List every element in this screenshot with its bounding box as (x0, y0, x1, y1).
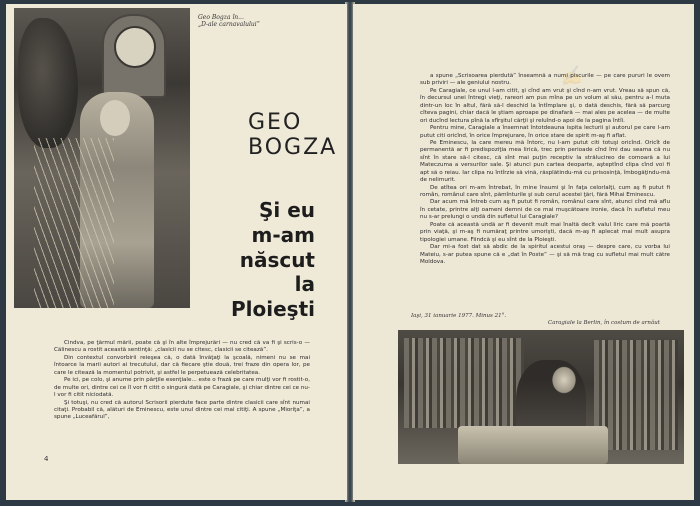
article-title (205, 198, 315, 322)
page-number: 4 (44, 455, 49, 463)
portrait-caption-line1: Geo Bogza în... (198, 14, 244, 21)
right-body-text (420, 73, 670, 266)
title-line3: născut (239, 247, 315, 272)
photo-reeds (34, 138, 114, 308)
photo-bookshelf-left (404, 338, 524, 428)
title-line2: m-am (251, 222, 315, 247)
author-name (248, 110, 343, 161)
left-body-text (54, 340, 310, 422)
portrait-caption-line2: „D-ale carnavalului” (198, 21, 260, 29)
right-paragraph: Dar mi-a fost dat să abdic de la spiritul acestui oraş — despre care, cu vorba lui Mateiu, s-ar putea spune că e „dat în Poste” — şi să mă trag cu sufletul mai mult către Moldova. (420, 244, 670, 265)
right-paragraph: Dar acum mă întreb cum aş fi putut fi român, românul care sînt, atunci cînd mă aflu în cetate, printre alţi oameni demni de ce mai muşcătoare ironie, dacă în sufletul meu nu s-ar prelungi o undă din sufletul lui Caragiale? (420, 199, 670, 221)
author-portrait-photo (14, 8, 190, 308)
right-paragraph: De atîtea ori m-am întrebat, în mine însumi şi în faţa celorlalţi, cum aş fi putut fi român, românul care sînt, pămînturile şi sub cerul acestei ţări, fără Mihai Eminescu. (420, 184, 670, 198)
right-paragraph: Pe Caragiale, ce unul l-am citit, şi cînd am vrut şi cînd n-am vrut. Vreau să spun că, în decursul unei întregi vieţi, rareori am pus mîna pe un volum al său, pentru a-l muta dintr-un loc în altul, fără să-l deschid la întîmplare şi, o dată deschis, fără să parcurg cîteva pagini, chiar dacă le ştiam aproape pe dinafară — mai ales pe acelea — de multe ori ducînd lectura pînă la sfîrşitul cărţii şi reluînd-o apoi de la pagina întîi. (420, 87, 670, 124)
left-paragraph: Şi totuşi, nu cred că autorul Scrisorii pierdute face parte dintre clasicii care sînt numai citaţi. Probabil că, alături de Eminescu, este unul dintre cei mai citiţi. A spune „Mioriţa”, a spune „Luceafărul”, (54, 399, 310, 421)
caragiale-photo-caption: Caragiale la Berlin, în costum de arnăut (548, 320, 660, 326)
author-line1: GEO (248, 110, 303, 135)
title-line4: la Ploieşti (231, 272, 315, 322)
right-paragraph: a spune „Scrisoarea pierdută” înseamnă a numi piscurile — pe care pururi le ovem sub priviri — ale geniului nostru. (420, 73, 670, 87)
title-line1: Şi eu (258, 198, 315, 222)
photo-plant (18, 18, 78, 148)
right-paragraph: Pentru mine, Caragiale a însemnat întotdeauna ispita lecturii şi autorul pe care l-am putut citi oricînd, în orice împrejurare, în orice stare de spirit m-aş fi aflat. (420, 125, 670, 139)
photo-desk (458, 426, 608, 464)
signature-date: Iaşi, 31 ianuarie 1977. Minus 21°. (411, 313, 507, 319)
clock-face (114, 26, 156, 68)
right-paragraph: Pe Eminescu, la care mereu mă întorc, nu l-am putut citi totuşi oricînd. Oricît de permanentă ar fi predispoziţia mea lirică, trec prin perioade cînd îmi dau seama că nu sînt în stare să-l citesc, că sînt mai puţin receptiv la strălucireo de comoară a lui Mateczuma a versurilor sale. Şi atunci pun cartea deoparte, aşteptînd clipa cînd voi fi apt să o reiau. Iar clipa nu întîrzie să vină, răsplătindu-mă cu prisosinţă, îmbogăţindu-mă de nelimurit. (420, 139, 670, 184)
photo-clock (102, 14, 166, 98)
portrait-caption (198, 14, 318, 28)
left-paragraph: Din contextul convorbirii reieşea că, o dată învăţaţi la şcoală, nimeni nu se mai întoarce la marii autori ai trecutului, dar că fiecare ştie două, trei fraze din opera lor, pe care le citează la momentul potrivit, şi astfel le perpetuează celebritatea. (54, 354, 310, 376)
right-paragraph: Poate că această undă ar fi devenit mult mai înaltă decît valul liric care mă poartă prin viaţă, şi m-aş fi număraţ printre umorişti, dacă m-aş fi aplecat mai mult asupra tipologiei umane. Fiindcă şi eu sînt de la Ploieşti. (420, 221, 670, 243)
caragiale-photo (398, 330, 684, 464)
left-paragraph: Cindva, pe ţărmul mării, poate că şi în alte împrejurări — nu cred că va fi şi scris-o — Călinescu a rostit această sentinţă: „clasicii nu se citesc, clasicii se citează”. (54, 340, 310, 354)
faded-handwriting-mark: ✍ (558, 64, 584, 89)
left-paragraph: Pe ici, pe colo, şi anume prin părţile esenţiale... este o frază pe care mulţi vor fi rostit-o, de multe ori, dintre cei ce îl vor fi citit o singură dată pe Caragiale, şi chiar dintre cei ce nu-l vor fi citit niciodată. (54, 377, 310, 399)
author-line2: BOGZA (248, 135, 338, 161)
photo-face (100, 100, 130, 136)
